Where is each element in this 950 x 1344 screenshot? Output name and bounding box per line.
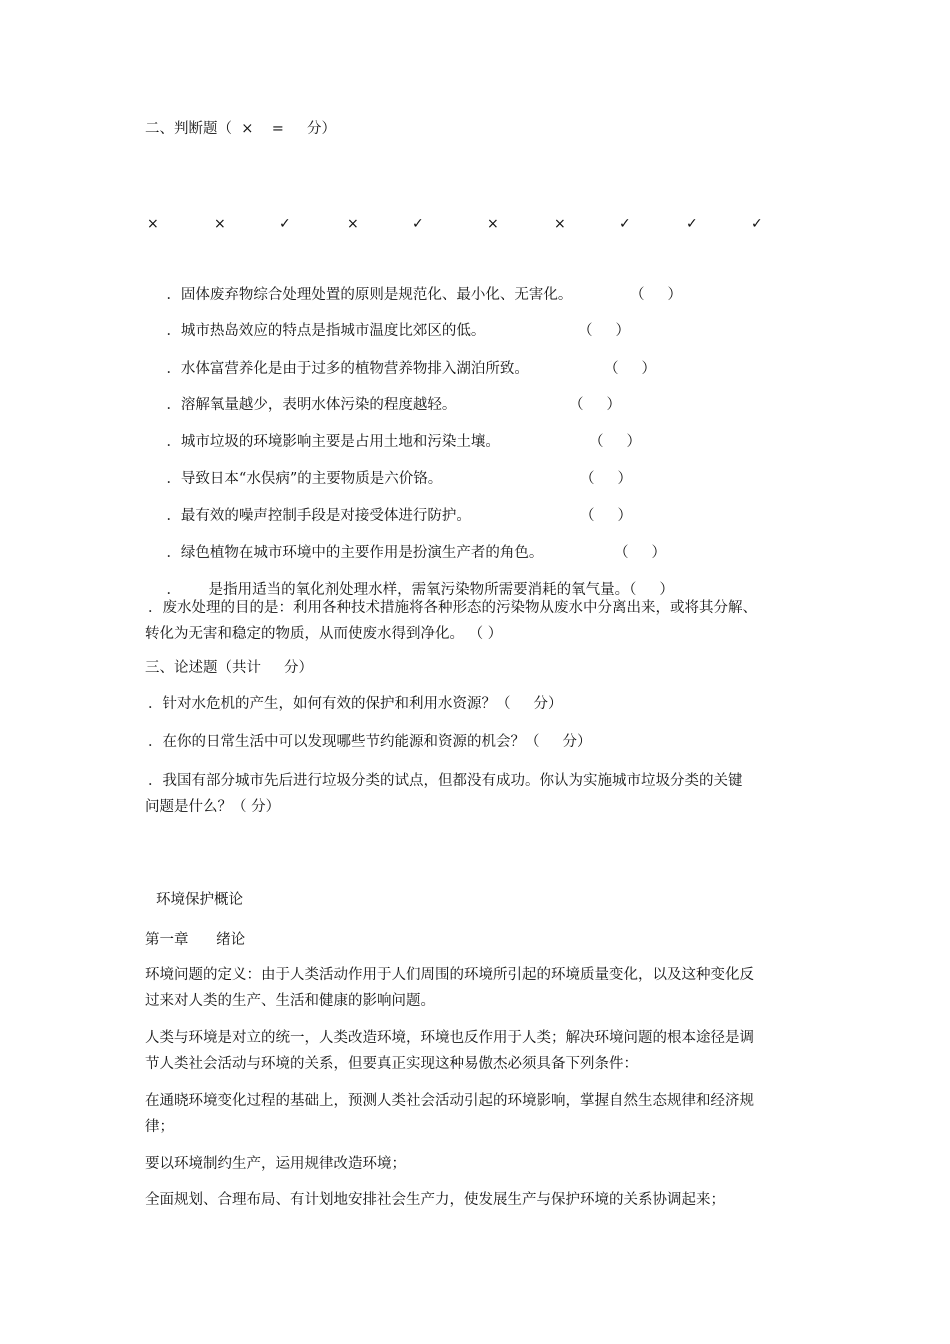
tf-question-text: ．城市垃圾的环境影响主要是占用土地和污染土壤。 xyxy=(166,434,500,450)
answer-blank: （ ） xyxy=(580,471,633,487)
essay-question-3-line1: ．我国有部分城市先后进行垃圾分类的试点，但都没有成功。你认为实施城市垃圾分类的关键 xyxy=(148,773,743,789)
answer-mark-8: ✓ xyxy=(619,216,631,232)
answer-blank: （ ） xyxy=(604,361,657,377)
answer-mark-6: × xyxy=(487,216,499,232)
answer-mark-9: ✓ xyxy=(686,216,698,232)
answer-mark-4: × xyxy=(347,216,359,232)
essay-question-3 xyxy=(145,768,810,820)
essay-question-1: ．针对水危机的产生，如何有效的保护和利用水资源？（ 分） xyxy=(148,696,563,712)
notes-paragraph-3-line2: 律； xyxy=(145,1119,174,1135)
tf-question-text: ． 是指用适当的氧化剂处理水样，需氧污染物所需要消耗的氧气量。（ ） xyxy=(166,582,674,598)
notes-paragraph-4: 要以环境制约生产，运用规律改造环境； xyxy=(145,1156,406,1172)
essay-question-2: ．在你的日常生活中可以发现哪些节约能源和资源的机会？（ 分） xyxy=(148,734,592,750)
answer-mark-5: ✓ xyxy=(412,216,424,232)
tf-question-10-line1: ．废水处理的目的是：利用各种技术措施将各种形态的污染物从废水中分离出来，或将其分解、 xyxy=(148,600,757,616)
answer-blank: （ ） xyxy=(589,434,642,450)
notes-paragraph-2 xyxy=(145,1025,810,1077)
answer-blank: （ ） xyxy=(580,508,633,524)
tf-question-text: ．水体富营养化是由于过多的植物营养物排入湖泊所致。 xyxy=(166,361,529,377)
tf-question-text: ．溶解氧量越少，表明水体污染的程度越轻。 xyxy=(166,397,457,413)
answer-mark-10: ✓ xyxy=(751,216,763,232)
answer-blank: （ ） xyxy=(614,545,667,561)
notes-paragraph-3 xyxy=(145,1088,810,1140)
tf-question-text: ．导致日本“水俣病”的主要物质是六价铬。 xyxy=(166,471,443,487)
answer-mark-2: × xyxy=(214,216,226,232)
answer-mark-3: ✓ xyxy=(279,216,291,232)
essay-question-3-line2: 问题是什么？（ 分） xyxy=(145,799,281,815)
section3-heading: 三、论述题（共计 分） xyxy=(145,660,314,676)
answer-blank: （ ） xyxy=(630,287,683,303)
notes-paragraph-1 xyxy=(145,962,810,1014)
answer-blank: （ ） xyxy=(578,323,631,339)
tf-question-10 xyxy=(145,595,810,647)
notes-paragraph-1-line2: 过来对人类的生产、生活和健康的影响问题。 xyxy=(145,993,435,1009)
tf-question-text: ．最有效的噪声控制手段是对接受体进行防护。 xyxy=(166,508,471,524)
notes-paragraph-2-line2: 节人类社会活动与环境的关系，但要真正实现这种易傲杰必须具备下列条件： xyxy=(145,1056,638,1072)
answer-blank: （ ） xyxy=(569,397,622,413)
tf-question-text: ．城市热岛效应的特点是指城市温度比郊区的低。 xyxy=(166,323,486,339)
answer-mark-1: × xyxy=(147,216,159,232)
notes-paragraph-2-line1: 人类与环境是对立的统一，人类改造环境，环境也反作用于人类；解决环境问题的根本途径是调 xyxy=(145,1030,754,1046)
tf-question-text: ．固体废弃物综合处理处置的原则是规范化、最小化、无害化。 xyxy=(166,287,573,303)
notes-paragraph-3-line1: 在通晓环境变化过程的基础上，预测人类社会活动引起的环境影响，掌握自然生态规律和经济规 xyxy=(145,1093,754,1109)
tf-question-10-line2: 转化为无害和稳定的物质，从而使废水得到净化。 （ ） xyxy=(145,626,503,642)
notes-paragraph-5: 全面规划、合理布局、有计划地安排社会生产力，使发展生产与保护环境的关系协调起来； xyxy=(145,1192,725,1208)
chapter-heading: 第一章 绪论 xyxy=(145,932,246,948)
tf-question-text: ．绿色植物在城市环境中的主要作用是扮演生产者的角色。 xyxy=(166,545,544,561)
answer-mark-7: × xyxy=(554,216,566,232)
section2-heading: 二、判断题（ × = 分） xyxy=(145,121,336,137)
notes-paragraph-1-line1: 环境问题的定义：由于人类活动作用于人们周围的环境所引起的环境质量变化，以及这种变化反 xyxy=(145,967,754,983)
notes-title: 环境保护概论 xyxy=(156,892,243,908)
